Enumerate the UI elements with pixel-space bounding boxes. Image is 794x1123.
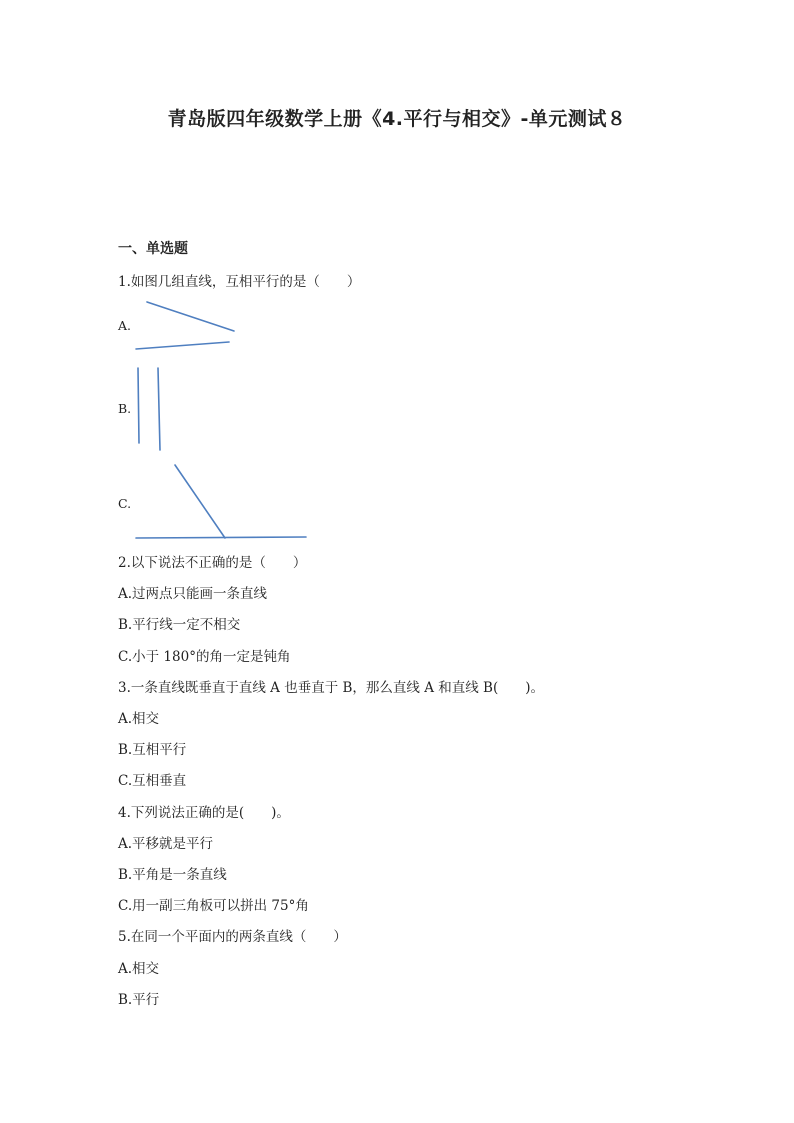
figure-b-line-1 bbox=[138, 368, 139, 443]
figure-c-line-2 bbox=[136, 537, 306, 538]
figure-a-intersecting-lines bbox=[136, 302, 234, 349]
question-1-option-c: C. bbox=[118, 496, 132, 511]
question-3-option-a: A.相交 bbox=[118, 711, 160, 727]
question-3-stem: 3.一条直线既垂直于直线 A 也垂直于 B，那么直线 A 和直线 B( )。 bbox=[118, 680, 545, 696]
figure-a-line-1 bbox=[147, 302, 234, 331]
question-4-option-a: A.平移就是平行 bbox=[118, 836, 214, 852]
question-2-option-a: A.过两点只能画一条直线 bbox=[118, 586, 268, 602]
question-4-option-c: C.用一副三角板可以拼出 75°角 bbox=[118, 898, 309, 914]
document-title: 青岛版四年级数学上册《4.平行与相交》-单元测试８ bbox=[167, 108, 627, 130]
question-1-option-a: A. bbox=[118, 318, 132, 333]
figure-c-line-1 bbox=[175, 465, 225, 538]
question-5-stem: 5.在同一个平面内的两条直线（ ） bbox=[118, 929, 347, 945]
question-1-option-b: B. bbox=[118, 401, 132, 416]
question-4-option-b: B.平角是一条直线 bbox=[118, 867, 227, 883]
question-5-option-b: B.平行 bbox=[118, 992, 160, 1008]
question-3-option-c: C.互相垂直 bbox=[118, 773, 187, 789]
section-heading: 一、单选题 bbox=[118, 241, 188, 257]
figure-b-parallel-lines bbox=[138, 368, 160, 450]
question-2-stem: 2.以下说法不正确的是（ ） bbox=[118, 555, 307, 571]
question-4-stem: 4.下列说法正确的是( )。 bbox=[118, 805, 290, 821]
question-3-option-b: B.互相平行 bbox=[118, 742, 187, 758]
figure-c-intersecting-lines bbox=[136, 465, 306, 538]
question-2-option-b: B.平行线一定不相交 bbox=[118, 617, 241, 633]
question-1-stem: 1.如图几组直线，互相平行的是（ ） bbox=[118, 274, 361, 290]
question-5-option-a: A.相交 bbox=[118, 961, 160, 977]
figure-a-line-2 bbox=[136, 342, 229, 349]
figure-b-line-2 bbox=[158, 368, 160, 450]
question-2-option-c: C.小于 180°的角一定是钝角 bbox=[118, 649, 291, 665]
